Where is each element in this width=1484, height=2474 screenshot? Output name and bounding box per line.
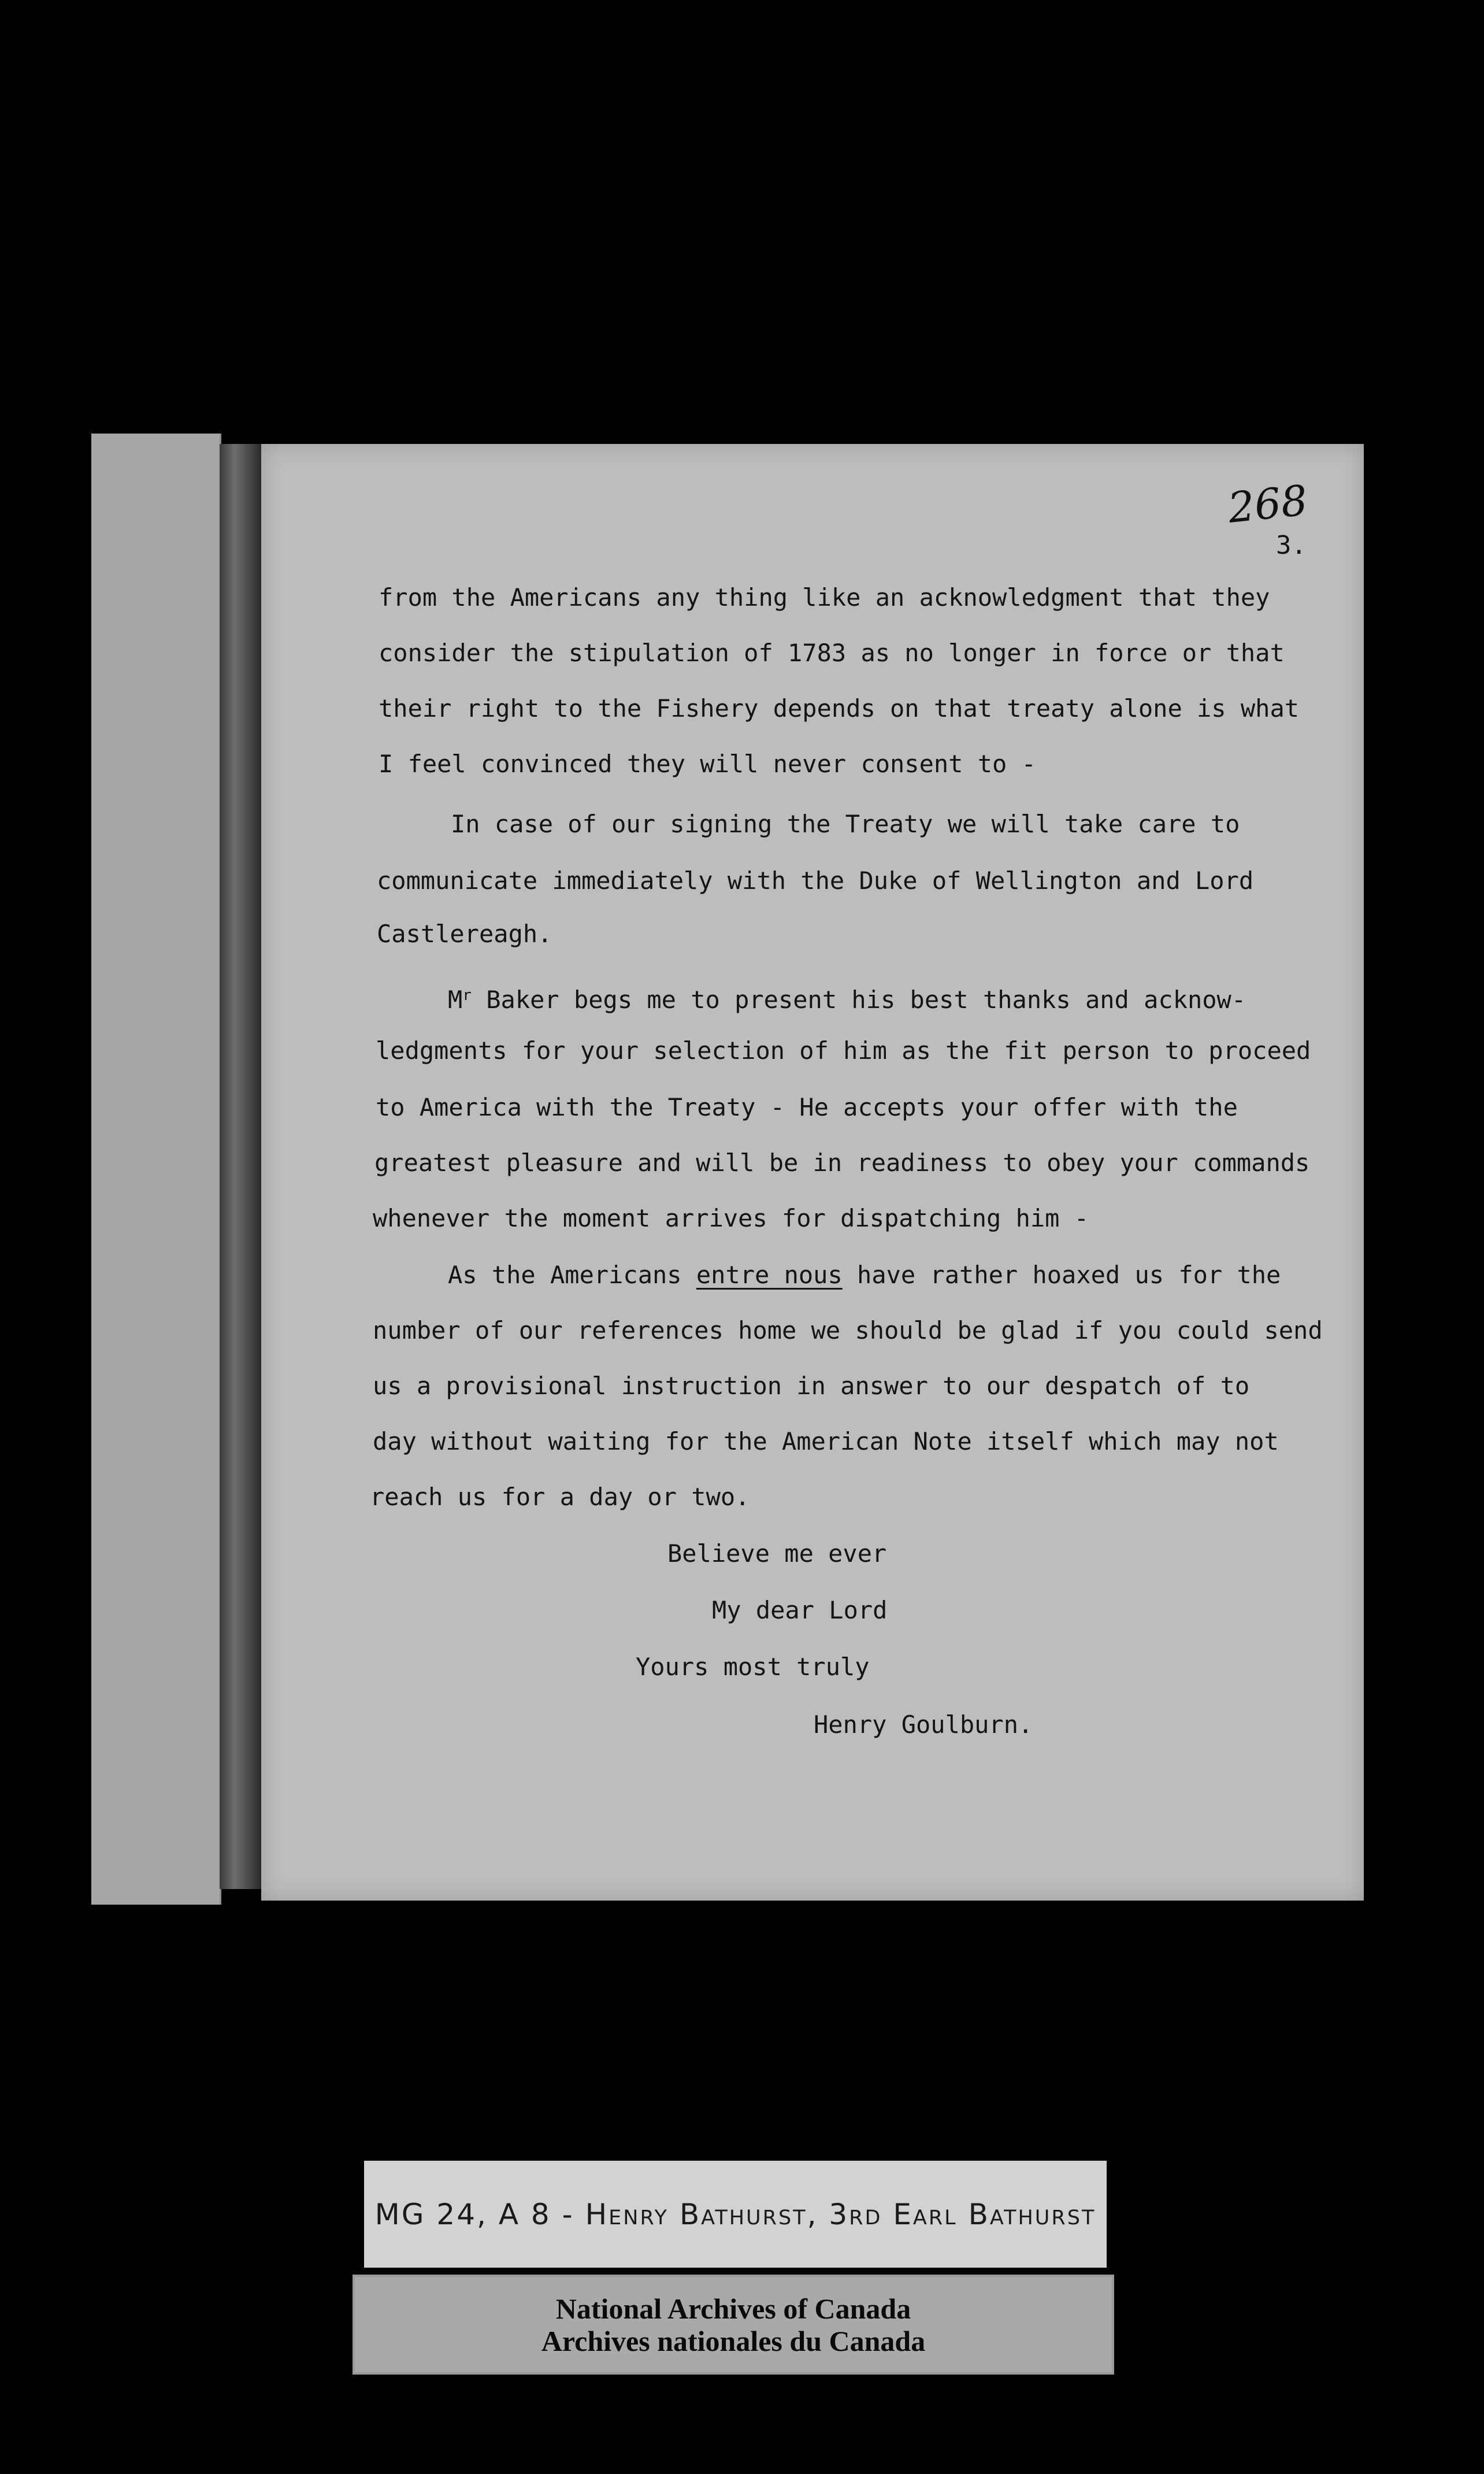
closing-line-2: My dear Lord: [712, 1596, 888, 1624]
text-line-13-end: have rather hoaxed us for the: [857, 1261, 1281, 1289]
text-line-8-body: Baker begs me to present his best thanks and acknow-: [486, 986, 1246, 1014]
archives-french: Archives nationales du Canada: [541, 2324, 926, 2357]
text-line-14: number of our references home we should be glad if you could send: [373, 1316, 1323, 1345]
text-line-4: I feel convinced they will never consent to -: [379, 750, 1036, 778]
text-line-17: reach us for a day or two.: [370, 1483, 750, 1511]
collection-label-text: MG 24, A 8 - Henry Bathurst, 3rd Earl Bathurst: [374, 2197, 1096, 2231]
text-line-12: whenever the moment arrives for dispatching him -: [373, 1204, 1089, 1232]
text-line-10: to America with the Treaty - He accepts your offer with the: [376, 1093, 1238, 1121]
text-line-15: us a provisional instruction in answer to our despatch of to: [373, 1372, 1250, 1400]
archives-label: [353, 2275, 1114, 2375]
text-line-7: Castlereagh.: [377, 920, 552, 948]
text-line-2: consider the stipulation of 1783 as no longer in force or that: [379, 639, 1285, 667]
text-line-6: communicate immediately with the Duke of Wellington and Lord: [377, 866, 1254, 895]
page-number: 3.: [1276, 531, 1307, 560]
folio-number: 268: [1225, 476, 1310, 532]
facing-page-edge: [91, 434, 221, 1905]
binding-gutter: [220, 444, 261, 1889]
text-line-13-start: As the Americans: [448, 1261, 682, 1289]
text-line-9: ledgments for your selection of him as the fit person to proceed: [376, 1036, 1311, 1065]
text-line-8: [448, 980, 1246, 1015]
text-line-5: In case of our signing the Treaty we will take care to: [451, 810, 1240, 838]
closing-line-1: Believe me ever: [667, 1539, 887, 1568]
mr-abbrev: M: [448, 986, 463, 1014]
text-line-3: their right to the Fishery depends on that treaty alone is what: [379, 694, 1300, 723]
text-line-11: greatest pleasure and will be in readiness to obey your commands: [374, 1149, 1310, 1177]
archives-english: National Archives of Canada: [555, 2292, 911, 2325]
closing-line-3: Yours most truly: [636, 1653, 870, 1681]
text-line-13: [448, 1260, 1281, 1290]
text-line-1: from the Americans any thing like an acknowledgment that they: [379, 583, 1270, 612]
mr-superscript: r: [462, 987, 472, 1004]
text-line-16: day without waiting for the American Note itself which may not: [373, 1427, 1279, 1455]
collection-label: [364, 2161, 1107, 2268]
underlined-phrase: entre nous: [696, 1261, 843, 1289]
signature-line: Henry Goulburn.: [814, 1710, 1033, 1739]
